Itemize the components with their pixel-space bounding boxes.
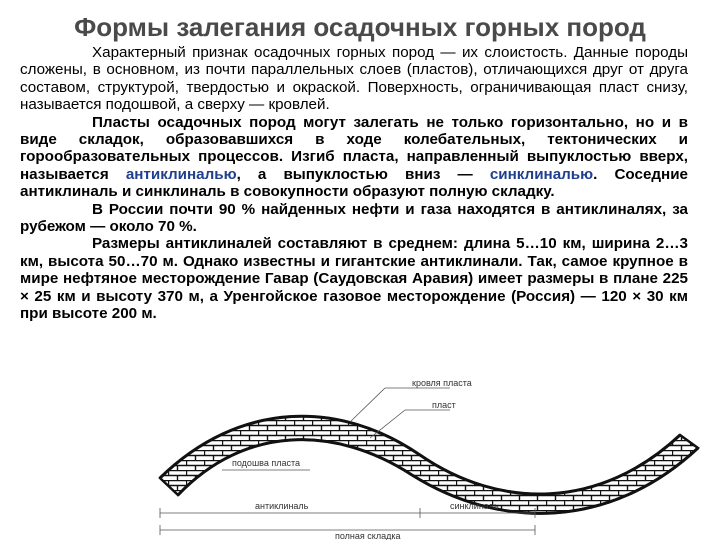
term-syncline: синклиналью xyxy=(489,165,594,183)
label-full-fold: полная складка xyxy=(335,531,401,540)
label-roof: кровля пласта xyxy=(412,380,472,388)
page-title: Формы залегания осадочных горных пород xyxy=(74,12,646,42)
paragraph-layering: Характерный признак осадочных горных пород — их слоистость. Данные породы сложены, в основном, из почти параллельных слоев (пластов), отличающихся друг от друга составом, структурой, твердостью и окраской. Поверхность, ограничивающая пласт снизу, называется подошвой, а сверху — кровлей. xyxy=(20,44,688,114)
folds-text-2: , а выпуклостью вниз — xyxy=(236,165,490,183)
label-layer: пласт xyxy=(432,400,456,410)
paragraph-anticline-sizes: Размеры антиклиналей составляют в среднем: длина 5…10 км, ширина 2…3 км, высота 50…70 м. Однако известны и гигантские антиклинали. Так, самое крупное в мире нефтяное месторождение Гавар (Саудовская Аравия) имеет размеры в плане 225 × 25 км и высоту 370 м, а Уренгойское газовое месторождение (Россия) — 120 × 30 км при высоте 200 м. xyxy=(20,235,688,323)
fold-diagram xyxy=(150,380,720,540)
roof-line xyxy=(160,416,680,494)
label-anticline: антиклиналь xyxy=(255,501,309,511)
paragraph-folds xyxy=(20,114,688,201)
label-syncline: синклиналь xyxy=(450,501,499,511)
body-text xyxy=(20,44,688,323)
folds-text-1: Пласты осадочных пород могут залегать не только горизонтально, но и в виде складок, образовавшихся в ходе колебательных, тектонических и горообразовательных процессов. Изгиб пласта, направленный выпуклостью вверх, называется xyxy=(20,113,688,183)
label-sole: подошва пласта xyxy=(232,458,301,468)
paragraph-russia-share: В России почти 90 % найденных нефти и газа находятся в антиклиналях, за рубежом — около 70 %. xyxy=(20,200,688,236)
term-anticline: антиклиналью xyxy=(125,165,237,183)
folds-text-3: . Соседние антиклиналь и синклиналь в совокупности образуют полную складку. xyxy=(20,165,688,201)
